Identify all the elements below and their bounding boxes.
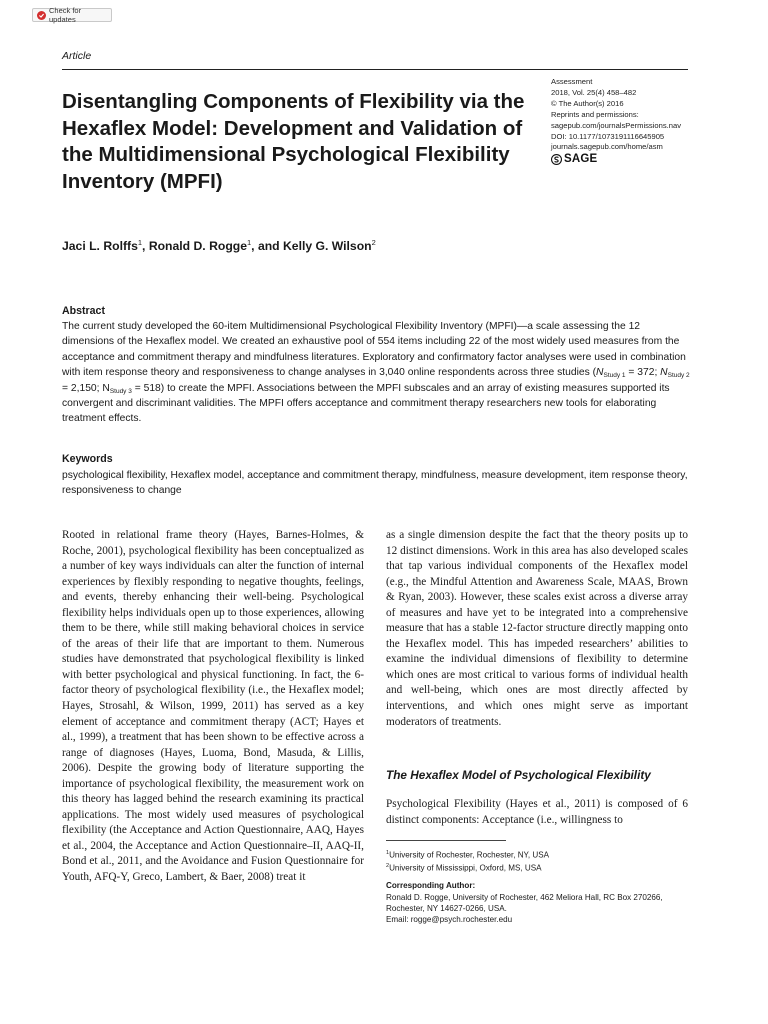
author-name: Jaci L. Rolffs — [62, 239, 138, 254]
affiliation-text: University of Mississippi, Oxford, MS, USA — [389, 863, 542, 873]
affiliation-2 — [386, 861, 691, 874]
footnotes — [386, 848, 691, 926]
affiliation-mark: 1 — [247, 238, 252, 247]
sample-size-symbol: N — [596, 367, 604, 379]
sample-size-symbol: N — [660, 367, 668, 379]
sample-size-subscript: Study 2 — [667, 372, 690, 380]
author-name: Kelly G. Wilson — [283, 239, 372, 254]
body-right-column-continued: Psychological Flexibility (Hayes et al., 2011) is composed of 6 distinct components: Acceptance (i.e., willingness to — [386, 798, 688, 826]
keywords-heading: Keywords — [62, 453, 113, 465]
check-for-updates-button[interactable] — [32, 8, 112, 22]
body-left-column: Rooted in relational frame theory (Hayes, Barnes-Holmes, & Roche, 2001), psychological flexibility has been conceptualized as a number of key ways individuals can alter the function of internal experiences by flexibly responding to negative thoughts, feelings, and events, thereby enhancing their well-being. Psychological flexibility helps individuals open up to those experiences, allowing them to be there, while still making behavioral choices in service of the areas of their life that are important to them. Numerous studies have demonstrated that psychological flexibility is linked with better psychological and physical functioning. In fact, the 6-factor theory of psychological flexibility (i.e., the Hexaflex model; Hayes, Strosahl, & Wilson, 1999, 2011) has served as a key element of acceptance and commitment therapy (ACT; Hayes et al., 1999), a treatment that has been shown to be effective across a range of diagnoses (Hayes, Luoma, Bond, Masuda, & Lillis, 2006). Despite the growing body of literature supporting the importance of psychological flexibility, the measurement work on this theory has lagged behind the research examining its practical applications. The most widely used measures of psychological flexibility (the Acceptance and Action Questionnaire, AAQ, Hayes et al., 2004, the Acceptance and Action Questionnaire–II, AAQ-II, Bond et al., 2011, and the Avoidance and Fusion Questionnaire for Youth, AFQ-Y, Greco, Lambert, & Baer, 2008) treat it — [62, 529, 364, 884]
author-list — [62, 238, 376, 253]
affiliation-1 — [386, 848, 691, 861]
affiliation-text: University of Rochester, Rochester, NY, USA — [389, 850, 550, 860]
abstract-part: = 372; — [625, 367, 661, 379]
permissions-link[interactable]: sagepub.com/journalsPermissions.nav — [551, 120, 682, 130]
affiliation-mark: 1 — [137, 238, 143, 247]
corresponding-author-heading: Corresponding Author: — [386, 881, 476, 891]
affiliation-mark: 1 — [386, 850, 390, 856]
journal-home-link[interactable]: journals.sagepub.com/home/asm — [551, 142, 663, 152]
author-name: Ronald D. Rogge — [148, 239, 247, 254]
journal-info — [551, 77, 711, 165]
publisher-name: SAGE — [564, 153, 598, 166]
corresponding-author-address: Ronald D. Rogge, University of Rochester, 462 Meliora Hall, RC Box 270266, Rochester, NY 14627-0266, USA. — [386, 892, 663, 913]
sage-logo-icon — [551, 154, 562, 165]
author-separator: , — [142, 239, 149, 254]
reprints-line: Reprints and permissions: — [551, 109, 639, 119]
abstract-part: = 2,150; N — [62, 382, 110, 394]
copyright-line: © The Author(s) 2016 — [551, 98, 624, 108]
publisher-logo — [551, 154, 711, 165]
update-check-icon — [37, 11, 46, 20]
check-for-updates-label: Check for updates — [49, 6, 82, 24]
sample-size-subscript: Study 3 — [109, 387, 132, 395]
journal-volume: 2018, Vol. 25(4) 458–482 — [551, 87, 637, 97]
abstract-part: The current study developed the 60-item Multidimensional Psychological Flexibility Inventory (MPFI)—a scale assessing the 12 dimensions of the Hexaflex model. We created an exhaustive pool of 554 items including 22 of the most widely used measures from the acceptance and commitment therapy and mindfulness literatures. Exploratory and confirmatory factor analyses were used in combination with item response theory and responsiveness to change analyses in 3,040 online respondents across three studies ( — [62, 321, 686, 379]
article-title: Disentangling Components of Flexibility via the Hexaflex Model: Development and Validation of the Multidimensional Psychological Flexibility Inventory (MPFI) — [62, 90, 525, 193]
author-separator: , and — [251, 239, 283, 254]
abstract-text — [62, 319, 690, 427]
abstract-heading: Abstract — [62, 305, 105, 317]
abstract-part: = 518) to create the MPFI. Associations between the MPFI subscales and an array of existing measures supported its convergent and discriminant validities. The MPFI offers acceptance and commitment therapy researchers new tools for elaborating treatment effects. — [62, 382, 670, 425]
affiliation-mark: 2 — [386, 863, 390, 870]
body-right-column: as a single dimension despite the fact that the theory posits up to 12 distinct dimensions. Work in this area has also developed scales that tap various individual components of the Hexaflex model (e.g., the Mindful Attention and Awareness Scale, MAAS, Brown & Ryan, 2003). However, these scales exist across a diverse array of measures and have yet to be integrated into a comprehensive measure that has a stable 12-factor structure directly mapping onto the Hexaflex model. This has impeded researchers’ abilities to examine the individual dimensions of flexibility to determine which ones are most critical to various forms of individual health and well-being, which ones are most directly affected by interventions, and which ones might serve as important moderators of treatments. — [386, 529, 688, 728]
affiliation-mark: 2 — [371, 238, 376, 247]
corresponding-author-email[interactable]: Email: rogge@psych.rochester.edu — [386, 915, 513, 925]
section-heading: The Hexaflex Model of Psychological Flexibility — [386, 768, 651, 782]
sample-size-subscript: Study 1 — [603, 372, 626, 380]
footnote-rule — [386, 840, 506, 841]
article-type-label: Article — [62, 50, 92, 62]
doi-link[interactable]: DOI: 10.1177/1073191116645905 — [551, 131, 665, 141]
keywords-text: psychological flexibility, Hexaflex model, acceptance and commitment therapy, mindfulness, measure development, item response theory, responsiveness to change — [62, 470, 688, 497]
journal-name: Assessment — [551, 77, 593, 86]
header-rule — [62, 69, 688, 70]
